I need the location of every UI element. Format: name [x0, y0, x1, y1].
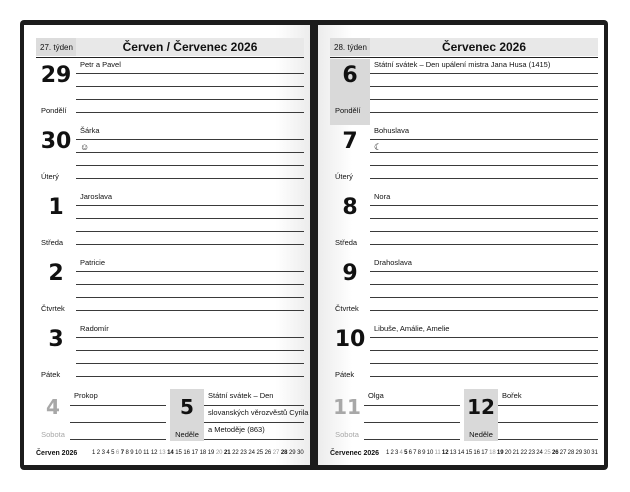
name-day-text: Bořek — [502, 391, 522, 400]
name-day-text: Libuše, Amálie, Amelie — [374, 324, 450, 333]
day-number-column — [36, 257, 76, 323]
rule-line — [370, 218, 598, 219]
writing-lines[interactable] — [76, 125, 304, 191]
rule-line — [370, 376, 598, 377]
name-day-text: Nora — [374, 192, 391, 201]
writing-lines[interactable] — [370, 323, 598, 389]
name-day-text: Olga — [368, 391, 384, 400]
rule-line — [76, 86, 304, 87]
writing-lines[interactable] — [370, 125, 598, 191]
rule-line — [370, 152, 598, 153]
footer-day: 11 — [143, 450, 150, 456]
rule-line — [76, 205, 304, 206]
rule-line — [76, 99, 304, 100]
name-day-text: Patricie — [80, 258, 106, 267]
day-entry[interactable] — [36, 125, 304, 191]
rule-line — [498, 405, 598, 406]
day-entry[interactable] — [330, 59, 598, 125]
footer-day: 5 — [404, 450, 408, 456]
sunday-entry[interactable] — [464, 389, 598, 441]
footer-day: 30 — [583, 450, 591, 456]
footer-day: 25 — [256, 450, 264, 456]
left-page — [24, 25, 310, 465]
footer-day: 15 — [465, 450, 473, 456]
footer-day: 27 — [559, 450, 567, 456]
holiday-text: Státní svátek – Den upálení mistra Jana Husa (1415) — [374, 60, 551, 69]
footer-day: 12 — [150, 450, 158, 456]
rule-line — [204, 422, 304, 423]
footer-day: 30 — [297, 450, 304, 456]
writing-lines[interactable] — [76, 323, 304, 389]
rule-line — [370, 178, 598, 179]
footer-day: 18 — [489, 450, 496, 456]
day-number-column — [330, 125, 370, 191]
rule-line — [204, 439, 304, 440]
rule-line — [370, 86, 598, 87]
writing-lines[interactable] — [498, 389, 598, 441]
rule-line — [370, 231, 598, 232]
day-number-column — [330, 389, 364, 441]
rule-line — [76, 218, 304, 219]
footer-day: 17 — [481, 450, 488, 456]
header-rule — [330, 57, 598, 58]
day-entry[interactable] — [330, 191, 598, 257]
footer-day: 28 — [567, 450, 575, 456]
footer-day: 8 — [125, 450, 129, 456]
day-number: 6 — [342, 63, 358, 88]
rule-line — [76, 244, 304, 245]
rule-line — [370, 112, 598, 113]
weekday-name: Neděle — [175, 430, 199, 439]
footer-day: 26 — [551, 450, 559, 456]
footer-day: 17 — [191, 450, 199, 456]
rule-line — [370, 99, 598, 100]
day-number: 4 — [46, 395, 60, 419]
mini-month-footer — [36, 447, 304, 459]
footer-day: 16 — [473, 450, 481, 456]
weekday-name: Sobota — [335, 430, 359, 439]
footer-day: 1 — [386, 450, 390, 456]
rule-line — [370, 139, 598, 140]
footer-day: 14 — [457, 450, 465, 456]
footer-day: 4 — [106, 450, 110, 456]
weekday-name: Úterý — [41, 172, 59, 181]
planner-spread — [20, 20, 608, 470]
month-title: Červenec 2026 — [370, 38, 598, 56]
rule-line — [76, 337, 304, 338]
footer-day: 13 — [449, 450, 457, 456]
month-title: Červen / Červenec 2026 — [76, 38, 304, 56]
day-number: 3 — [48, 327, 64, 352]
rule-line — [370, 284, 598, 285]
footer-month-label: Červen 2026 — [36, 449, 78, 457]
rule-line — [76, 297, 304, 298]
weekday-name: Středa — [41, 238, 64, 247]
footer-day: 15 — [175, 450, 182, 456]
saturday-entry[interactable] — [36, 389, 170, 441]
day-number: 9 — [342, 261, 358, 286]
rule-line — [364, 422, 460, 423]
mini-month-footer — [330, 447, 598, 459]
right-page-header — [330, 38, 598, 56]
day-number: 2 — [48, 261, 64, 286]
rule-line — [76, 284, 304, 285]
name-day-text: Šárka — [80, 126, 100, 135]
name-day-text: Bohuslava — [374, 126, 410, 135]
week-number-label: 27. týden — [40, 42, 73, 52]
footer-day: 11 — [434, 450, 441, 456]
footer-day: 5 — [111, 450, 115, 456]
left-page-header — [36, 38, 304, 56]
rule-line — [370, 73, 598, 74]
rule-line — [498, 422, 598, 423]
rule-line — [370, 363, 598, 364]
rule-line — [76, 363, 304, 364]
writing-lines[interactable] — [76, 257, 304, 323]
day-number: 7 — [342, 129, 358, 154]
footer-day: 25 — [544, 450, 551, 456]
rule-line — [76, 178, 304, 179]
day-number: 1 — [48, 195, 64, 220]
weekday-name: Pátek — [41, 370, 61, 379]
day-number: 8 — [342, 195, 358, 220]
rule-line — [76, 231, 304, 232]
day-entry[interactable] — [330, 323, 598, 389]
footer-day: 27 — [272, 450, 280, 456]
rule-line — [370, 310, 598, 311]
rule-line — [76, 376, 304, 377]
day-entry[interactable] — [36, 257, 304, 323]
day-number-column — [464, 389, 498, 441]
weekend-row — [330, 389, 598, 441]
footer-day: 1 — [92, 450, 96, 456]
day-entry[interactable] — [36, 323, 304, 389]
holiday-text: Státní svátek – Den — [208, 391, 274, 400]
footer-day: 3 — [101, 450, 105, 456]
rule-line — [76, 165, 304, 166]
footer-day: 31 — [591, 450, 598, 456]
footer-day: 26 — [264, 450, 272, 456]
day-number-column — [330, 323, 370, 389]
footer-day: 14 — [167, 450, 174, 456]
holiday-text: slovanských věrozvěstů Cyrila — [208, 408, 309, 417]
footer-day: 19 — [496, 450, 504, 456]
rule-line — [76, 139, 304, 140]
footer-day: 20 — [215, 450, 223, 456]
footer-day: 2 — [390, 450, 394, 456]
day-number: 11 — [333, 395, 361, 419]
day-entry[interactable] — [36, 191, 304, 257]
moon-phase-icon: ☾ — [374, 142, 383, 152]
day-number-column — [330, 59, 370, 125]
rule-line — [498, 439, 598, 440]
writing-lines[interactable] — [364, 389, 460, 441]
writing-lines[interactable] — [204, 389, 309, 441]
footer-day-strip — [92, 450, 304, 456]
weekday-name: Pondělí — [335, 106, 361, 115]
footer-day: 29 — [288, 450, 296, 456]
writing-lines[interactable] — [76, 59, 304, 125]
footer-day: 4 — [399, 450, 403, 456]
day-entry[interactable] — [330, 125, 598, 191]
footer-month-label: Červenec 2026 — [330, 449, 380, 457]
weekday-name: Středa — [335, 238, 358, 247]
footer-day: 18 — [199, 450, 207, 456]
weekday-name: Neděle — [469, 430, 493, 439]
rule-line — [370, 271, 598, 272]
footer-day: 22 — [520, 450, 528, 456]
day-entry[interactable] — [330, 257, 598, 323]
rule-line — [76, 73, 304, 74]
header-rule — [36, 57, 304, 58]
full-moon-icon: ☺ — [80, 142, 90, 152]
name-day-text: Petr a Pavel — [80, 60, 121, 69]
rule-line — [70, 439, 166, 440]
footer-day: 9 — [422, 450, 426, 456]
weekday-name: Pondělí — [41, 106, 67, 115]
footer-day: 23 — [528, 450, 536, 456]
weekday-name: Sobota — [41, 430, 65, 439]
footer-day: 21 — [223, 450, 231, 456]
footer-day: 12 — [441, 450, 449, 456]
weekday-name: Úterý — [335, 172, 353, 181]
writing-lines[interactable] — [370, 191, 598, 257]
footer-day: 10 — [135, 450, 142, 456]
weekday-name: Čtvrtek — [335, 304, 359, 313]
footer-day: 16 — [183, 450, 191, 456]
footer-day: 6 — [115, 450, 120, 456]
rule-line — [70, 405, 166, 406]
rule-line — [76, 310, 304, 311]
footer-day: 8 — [417, 450, 421, 456]
rule-line — [76, 350, 304, 351]
name-day-text: Prokop — [74, 391, 98, 400]
footer-day: 20 — [504, 450, 512, 456]
writing-lines[interactable] — [370, 59, 598, 125]
name-day-text: Radomír — [80, 324, 109, 333]
footer-day: 9 — [130, 450, 134, 456]
rule-line — [364, 405, 460, 406]
day-number: 12 — [467, 395, 495, 419]
footer-day: 24 — [536, 450, 543, 456]
footer-day: 2 — [96, 450, 101, 456]
rule-line — [370, 165, 598, 166]
footer-day: 19 — [207, 450, 215, 456]
weekend-row — [36, 389, 309, 441]
rule-line — [370, 337, 598, 338]
footer-day: 24 — [248, 450, 256, 456]
footer-day: 10 — [426, 450, 434, 456]
day-number-column — [36, 389, 70, 441]
day-number-column — [330, 191, 370, 257]
day-entry[interactable] — [36, 59, 304, 125]
footer-day: 13 — [158, 450, 166, 456]
writing-lines[interactable] — [76, 191, 304, 257]
footer-day: 3 — [395, 450, 399, 456]
footer-day: 29 — [575, 450, 583, 456]
name-day-text: Drahoslava — [374, 258, 412, 267]
footer-day: 21 — [512, 450, 520, 456]
rule-line — [70, 422, 166, 423]
day-number-column — [36, 125, 76, 191]
rule-line — [76, 271, 304, 272]
rule-line — [370, 350, 598, 351]
footer-day: 22 — [232, 450, 239, 456]
rule-line — [370, 244, 598, 245]
day-number: 5 — [180, 395, 194, 419]
week-number-label: 28. týden — [334, 42, 367, 52]
footer-day-strip — [386, 450, 598, 456]
footer-day: 7 — [413, 450, 417, 456]
rule-line — [364, 439, 460, 440]
writing-lines[interactable] — [70, 389, 166, 441]
footer-day: 7 — [120, 450, 125, 456]
rule-line — [76, 112, 304, 113]
day-number: 10 — [334, 327, 366, 352]
day-number-column — [36, 323, 76, 389]
rule-line — [204, 405, 304, 406]
weekday-name: Pátek — [335, 370, 355, 379]
name-day-text: Jaroslava — [80, 192, 113, 201]
footer-day: 23 — [240, 450, 247, 456]
footer-day: 28 — [280, 450, 288, 456]
rule-line — [76, 152, 304, 153]
day-number-column — [330, 257, 370, 323]
right-page — [318, 25, 604, 465]
day-number-column — [36, 59, 76, 125]
rule-line — [370, 205, 598, 206]
saturday-entry[interactable] — [330, 389, 464, 441]
day-number-column — [36, 191, 76, 257]
weekday-name: Čtvrtek — [41, 304, 65, 313]
day-number-column — [170, 389, 204, 441]
writing-lines[interactable] — [370, 257, 598, 323]
day-number: 30 — [40, 129, 72, 154]
sunday-entry[interactable] — [170, 389, 309, 441]
rule-line — [370, 297, 598, 298]
holiday-text: a Metoděje (863) — [208, 425, 265, 434]
footer-day: 6 — [408, 450, 412, 456]
day-number: 29 — [40, 63, 72, 88]
